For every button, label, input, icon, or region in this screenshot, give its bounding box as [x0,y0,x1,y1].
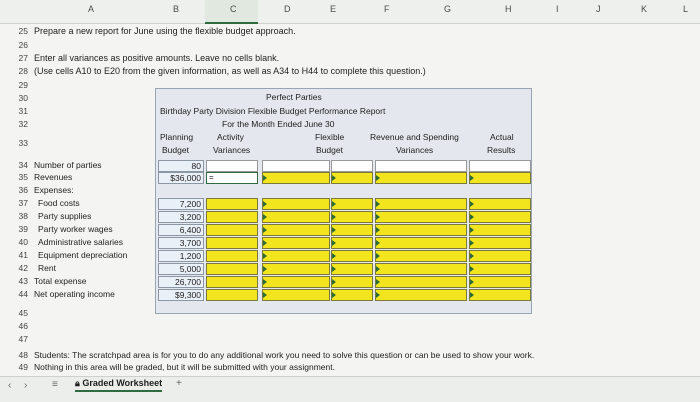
input-marker-icon [332,266,336,272]
input-cell[interactable] [469,172,531,184]
input-marker-icon [376,214,380,220]
header-planning-2: Budget [162,145,189,155]
col-I[interactable]: I [556,4,559,14]
input-marker-icon [332,253,336,259]
input-cell[interactable] [375,263,467,275]
instruction-row28: (Use cells A10 to E20 from the given information, as well as A34 to H44 to complete this question.) [34,66,426,76]
input-cell[interactable] [206,224,258,236]
header-actual-1: Actual [490,132,514,142]
row-number[interactable]: 35 [18,172,28,182]
instruction-row27: Enter all variances as positive amounts. Leave no cells blank. [34,53,280,63]
input-cell[interactable] [469,198,531,210]
input-marker-icon [263,292,267,298]
header-flexible-2: Budget [316,145,343,155]
input-cell[interactable] [262,224,330,236]
row-label: Equipment depreciation [38,250,128,260]
col-J[interactable]: J [596,4,601,14]
input-cell[interactable] [469,263,531,275]
input-marker-icon [470,266,474,272]
input-cell[interactable] [331,224,373,236]
input-marker-icon [470,214,474,220]
input-cell[interactable] [206,198,258,210]
planning-budget-cell[interactable]: 26,700 [158,276,204,288]
planning-budget-cell[interactable]: 80 [158,160,204,172]
planning-budget-cell[interactable]: 1,200 [158,250,204,262]
header-revenue-1: Revenue and Spending [370,132,459,142]
row-number[interactable]: 40 [18,237,28,247]
input-cell[interactable] [375,160,467,172]
input-marker-icon [332,201,336,207]
input-marker-icon [376,201,380,207]
col-L[interactable]: L [683,4,689,14]
row-label: Expenses: [34,185,74,195]
input-cell[interactable] [375,211,467,223]
planning-budget-cell[interactable]: $9,300 [158,289,204,301]
active-cell-formula: = [209,173,214,182]
row-number[interactable]: 34 [18,160,28,170]
col-A[interactable]: A [88,4,95,14]
input-cell[interactable] [262,237,330,249]
header-activity-2: Variances [213,145,251,155]
input-cell[interactable] [469,237,531,249]
input-marker-icon [263,266,267,272]
row-number[interactable]: 39 [18,224,28,234]
col-F[interactable]: F [384,4,390,14]
col-H[interactable]: H [505,4,512,14]
col-K[interactable]: K [641,4,648,14]
planning-budget-cell[interactable]: 6,400 [158,224,204,236]
input-cell[interactable] [469,289,531,301]
col-G[interactable]: G [444,4,452,14]
input-marker-icon [263,214,267,220]
input-marker-icon [376,279,380,285]
planning-budget-cell[interactable]: 5,000 [158,263,204,275]
header-actual-2: Results [487,145,516,155]
input-marker-icon [470,253,474,259]
report-period: For the Month Ended June 30 [222,119,335,129]
instruction-row25: Prepare a new report for June using the flexible budget approach. [34,26,296,36]
row-number[interactable]: 44 [18,289,28,299]
input-cell[interactable] [375,198,467,210]
input-marker-icon [470,175,474,181]
row-number[interactable]: 48 [18,350,28,360]
input-cell[interactable] [331,250,373,262]
row-number[interactable]: 46 [18,321,28,331]
input-marker-icon [470,227,474,233]
footer-note-row48: Students: The scratchpad area is for you to do any additional work you need to solve this question or can be used to show your work. [34,350,535,360]
input-marker-icon [376,227,380,233]
row-label: Revenues [34,172,73,182]
input-cell[interactable] [262,160,330,172]
input-cell[interactable] [375,250,467,262]
planning-budget-cell[interactable]: 3,200 [158,211,204,223]
input-cell[interactable] [331,237,373,249]
input-marker-icon [376,266,380,272]
input-marker-icon [263,253,267,259]
column-header-bar [0,0,700,24]
row-label: Rent [38,263,56,273]
input-cell[interactable] [262,198,330,210]
row-number[interactable]: 37 [18,198,28,208]
prev-sheet-icon[interactable]: ‹ [8,380,12,391]
input-marker-icon [470,292,474,298]
input-cell[interactable] [206,160,258,172]
header-planning-1: Planning [160,132,194,142]
row-number[interactable]: 41 [18,250,28,260]
input-marker-icon [263,279,267,285]
input-cell[interactable] [331,289,373,301]
row-number[interactable]: 33 [18,138,28,148]
header-revenue-2: Variances [396,145,434,155]
input-cell[interactable] [331,276,373,288]
input-cell[interactable] [469,224,531,236]
row-label: Net operating income [34,289,115,299]
col-E[interactable]: E [330,4,337,14]
row-number[interactable]: 26 [18,40,28,50]
row-label: Total expense [34,276,87,286]
input-marker-icon [263,240,267,246]
row-label: Food costs [38,198,80,208]
input-marker-icon [332,227,336,233]
row-label: Administrative salaries [38,237,124,247]
row-number[interactable]: 38 [18,211,28,221]
input-marker-icon [470,201,474,207]
col-C[interactable]: C [230,4,237,14]
planning-budget-cell[interactable]: 3,700 [158,237,204,249]
input-cell[interactable] [206,172,258,184]
row-number[interactable]: 25 [18,26,28,36]
report-title: Birthday Party Division Flexible Budget Performance Report [160,106,386,116]
input-marker-icon [376,292,380,298]
input-marker-icon [332,175,336,181]
report-company: Perfect Parties [266,92,322,102]
input-cell[interactable] [375,224,467,236]
planning-budget-cell[interactable]: $36,000 [158,172,204,184]
row-number[interactable]: 31 [18,106,28,116]
row-label: Party supplies [38,211,92,221]
input-marker-icon [263,175,267,181]
input-cell[interactable] [331,172,373,184]
input-cell[interactable] [469,250,531,262]
input-cell[interactable] [262,276,330,288]
input-marker-icon [263,227,267,233]
input-marker-icon [332,214,336,220]
input-cell[interactable] [206,237,258,249]
row-number[interactable]: 32 [18,119,28,129]
input-cell[interactable] [375,289,467,301]
input-cell[interactable] [262,289,330,301]
row-label: Number of parties [34,160,102,170]
sheet-list-icon[interactable]: ≡ [52,379,58,390]
col-B[interactable]: B [173,4,180,14]
input-cell[interactable] [206,289,258,301]
row-number[interactable]: 47 [18,334,28,344]
lock-icon: 🔒︎ [75,378,80,388]
add-sheet-button[interactable]: + [176,378,182,389]
input-cell[interactable] [206,250,258,262]
row-number[interactable]: 29 [18,80,28,90]
input-cell[interactable] [262,211,330,223]
row-label: Party worker wages [38,224,113,234]
input-cell[interactable] [331,211,373,223]
input-cell[interactable] [331,198,373,210]
footer-note-row49: Nothing in this area will be graded, but it will be submitted with your assignment. [34,362,335,372]
input-cell[interactable] [469,276,531,288]
input-cell[interactable] [375,172,467,184]
header-flexible-1: Flexible [315,132,345,142]
planning-budget-cell[interactable]: 7,200 [158,198,204,210]
row-number[interactable]: 45 [18,308,28,318]
tab-label: Graded Worksheet [82,378,163,388]
input-cell[interactable] [206,276,258,288]
input-cell[interactable] [331,160,373,172]
input-cell[interactable] [375,237,467,249]
next-sheet-icon[interactable]: › [24,380,28,391]
input-marker-icon [376,253,380,259]
input-cell[interactable] [262,263,330,275]
row-number[interactable]: 30 [18,93,28,103]
row-number[interactable]: 42 [18,263,28,273]
row-number[interactable]: 49 [18,362,28,372]
input-marker-icon [332,240,336,246]
input-cell[interactable] [469,211,531,223]
row-number[interactable]: 43 [18,276,28,286]
input-cell[interactable] [262,250,330,262]
input-cell[interactable] [375,276,467,288]
header-activity-1: Activity [217,132,244,142]
input-marker-icon [332,292,336,298]
input-cell[interactable] [262,172,330,184]
tab-graded-worksheet[interactable] [75,378,162,392]
input-marker-icon [332,279,336,285]
row-number[interactable]: 27 [18,53,28,63]
input-marker-icon [470,279,474,285]
input-marker-icon [376,175,380,181]
input-cell[interactable] [469,160,531,172]
input-marker-icon [263,201,267,207]
input-cell[interactable] [331,263,373,275]
row-number[interactable]: 36 [18,185,28,195]
input-marker-icon [470,240,474,246]
input-cell[interactable] [206,211,258,223]
input-cell[interactable] [206,263,258,275]
col-D[interactable]: D [284,4,291,14]
input-marker-icon [376,240,380,246]
row-number[interactable]: 28 [18,66,28,76]
